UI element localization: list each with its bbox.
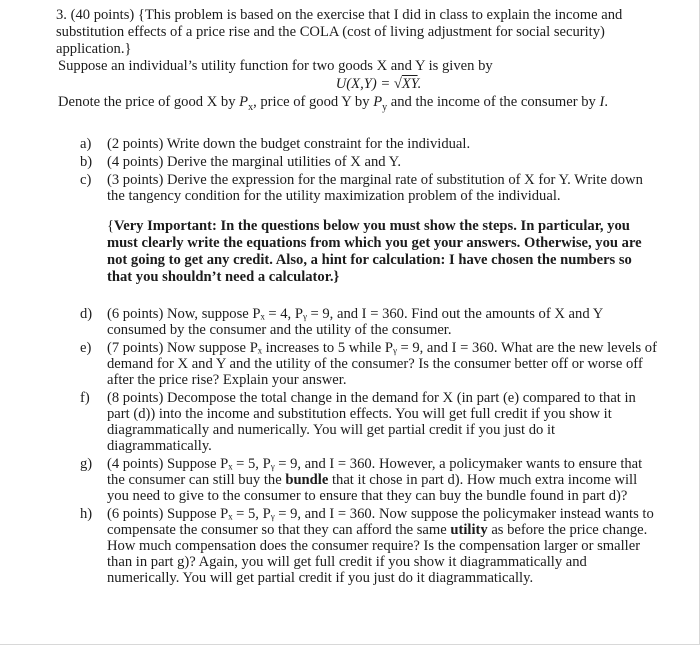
question-text: (8 points) Decompose the total change in the demand for X (in part (e) compared to that in part (d)) into the income and substitution effects. You will get full credit if you show it diagrammatically and numerically. You will get partial credit if you just do it diagrammatically. bbox=[107, 390, 636, 454]
question-label: f) bbox=[80, 390, 90, 406]
price-y-symbol: P bbox=[373, 94, 383, 110]
question-label: e) bbox=[80, 340, 92, 356]
question-f bbox=[80, 390, 659, 454]
utility-formula bbox=[58, 76, 669, 93]
question-text: (4 points) Derive the marginal utilities of X and Y. bbox=[107, 154, 401, 170]
question-text: (3 points) Derive the expression for the marginal rate of substitution of X for Y. Write down the tangency condition for the utility maximization problem of the individual. bbox=[107, 172, 643, 204]
question-label: d) bbox=[80, 306, 93, 322]
question-label: a) bbox=[80, 136, 92, 152]
question-text: (7 points) Now suppose Pₓ increases to 5 while Pᵧ = 9, and I = 360. What are the new levels of demand for X and Y and the utility of the consumer? Is the consumer better off or worse off after the price rise? Explain your answer. bbox=[107, 340, 657, 388]
question-c bbox=[80, 172, 659, 204]
question-list-d-h bbox=[80, 306, 659, 588]
income-symbol: I bbox=[599, 94, 605, 110]
problem-heading: 3. (40 points) {This problem is based on the exercise that I did in class to explain the income and substitution effects of a price rise and the COLA (cost of living adjustment for social security) application.} bbox=[56, 7, 623, 57]
question-text: (6 points) Now, suppose Pₓ = 4, Pᵧ = 9, and I = 360. Find out the amounts of X and Y consumed by the consumer and the utility of the consumer. bbox=[107, 306, 603, 338]
question-list-a-c bbox=[80, 136, 659, 206]
problem-intro bbox=[58, 7, 669, 111]
question-text-cont: that it chose in part d). How much extra income will you need to give to the consumer to ensure that they can buy the bundle found in part d)? bbox=[107, 472, 638, 504]
question-label: b) bbox=[80, 154, 93, 170]
question-e bbox=[80, 340, 659, 388]
formula-radicand: XY bbox=[401, 76, 418, 92]
denote-part-b: , price of good Y by bbox=[253, 94, 374, 110]
question-text: (2 points) Write down the budget constraint for the individual. bbox=[107, 136, 471, 152]
note-brace: { bbox=[107, 218, 115, 234]
utility-statement: Suppose an individual’s utility function for two goods X and Y is given by bbox=[58, 58, 493, 74]
question-h bbox=[80, 506, 659, 586]
denote-end: . bbox=[604, 94, 608, 110]
radical-icon: √ bbox=[393, 76, 402, 92]
question-g bbox=[80, 456, 659, 504]
question-label: c) bbox=[80, 172, 92, 188]
price-x-subscript: x bbox=[248, 101, 254, 113]
question-emphasis: bundle bbox=[285, 472, 329, 488]
question-d bbox=[80, 306, 659, 338]
question-a bbox=[80, 136, 659, 152]
note-body: Very Important: In the questions below you must show the steps. In particular, you must clearly write the equations from which you get your answers. Otherwise, you are not going to get any credit. Also, a hint for calculation: I have chosen the numbers so that you shouldn’t need a calculator.} bbox=[107, 218, 642, 285]
denote-part-c: and the income of the consumer by bbox=[387, 94, 600, 110]
question-label: g) bbox=[80, 456, 93, 472]
formula-lhs: U(X,Y) = bbox=[335, 76, 394, 92]
question-text: (6 points) Suppose Pₓ = 5, Pᵧ = 9, and I = 360. Now suppose the policymaker instead wants to compensate the consumer so that they can afford the same bbox=[107, 506, 654, 538]
price-x-symbol: P bbox=[239, 94, 249, 110]
important-note bbox=[107, 218, 651, 286]
question-b bbox=[80, 154, 659, 170]
question-label: h) bbox=[80, 506, 93, 522]
formula-period: . bbox=[417, 76, 422, 92]
denote-part-a: Denote the price of good X by bbox=[58, 94, 240, 110]
question-text: (4 points) Suppose Pₓ = 5, Pᵧ = 9, and I = 360. However, a policymaker wants to ensure that the consumer can still buy the bbox=[107, 456, 643, 488]
notation-statement bbox=[58, 94, 669, 111]
price-y-subscript: y bbox=[382, 101, 388, 113]
question-text-cont: as before the price change. How much compensation does the consumer require? Is the compensation larger or smaller than in part g)? Again, you will get full credit if you show it diagrammatically and numerically. You will get partial credit if you just do it diagrammatically. bbox=[107, 522, 648, 586]
question-emphasis: utility bbox=[450, 522, 488, 538]
